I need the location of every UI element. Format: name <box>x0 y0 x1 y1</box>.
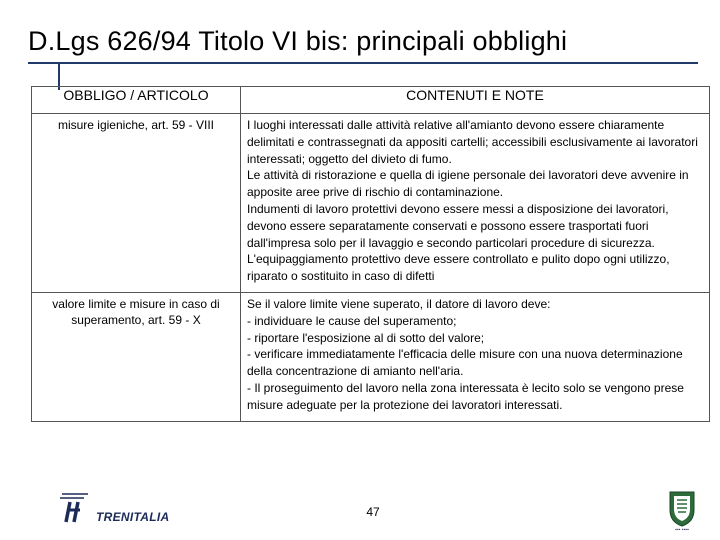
crest-caption: ▪▪▪ ▪▪▪▪ <box>675 527 689 533</box>
row-1-paragraph: Indumenti di lavoro protettivi devono essere messi a disposizione dei lavoratori, devono essere separatamente conservati e possono essere trasportati fuori dall'impresa solo per il lavaggio e secondo particolari procedure di sicurezza. <box>247 201 669 250</box>
row-1-paragraph: I luoghi interessati dalle attività relative all'amianto devono essere chiaramente delimitati e contrassegnati da appositi cartelli; accessibili esclusivamente ai lavoratori interessati; oggetto del divieto di fumo. <box>247 118 698 166</box>
table-header-row <box>32 87 710 114</box>
obligations-table <box>31 86 710 422</box>
row-2-paragraph: - riportare l'esposizione al di sotto del valore; <box>247 330 485 345</box>
row-1-paragraph: Le attività di ristorazione e quella di igiene personale dei lavoratori deve avvenire in apposite aree prive di rischio di contaminazione. <box>247 168 689 200</box>
row-2-paragraph: - Il proseguimento del lavoro nella zona interessata è lecito solo se vengono prese misure adeguate per la protezione dei lavoratori interessati. <box>247 380 684 412</box>
row-1-paragraph: L'equipaggiamento protettivo deve essere controllato e pulito dopo ogni utilizzo, riparato o sostituito in caso di difetti <box>247 252 670 284</box>
table-row <box>32 114 710 293</box>
trenitalia-fs-logo-icon <box>58 488 98 524</box>
title-underline <box>28 62 698 64</box>
crest-logo <box>664 488 700 538</box>
row-2-article: valore limite e misure in caso di superamento, art. 59 - X <box>32 292 241 421</box>
trenitalia-logo <box>58 488 188 528</box>
table-row <box>32 292 710 421</box>
row-2-paragraph: - verificare immediatamente l'efficacia delle misure con una nuova determinazione della concentrazione di amianto nell'aria. <box>247 347 683 379</box>
header-obbligo: OBBLIGO / ARTICOLO <box>32 87 241 114</box>
row-2-paragraph: - individuare le cause del superamento; <box>247 313 457 328</box>
row-2-contents <box>241 292 710 421</box>
trenitalia-wordmark: TRENITALIA <box>96 510 170 524</box>
header-contenuti: CONTENUTI E NOTE <box>241 87 710 114</box>
page-number: 47 <box>366 505 380 519</box>
page-title: D.Lgs 626/94 Titolo VI bis: principali obblighi <box>28 26 568 56</box>
row-1-article: misure igieniche, art. 59 - VIII <box>32 114 241 293</box>
row-1-contents <box>241 114 710 293</box>
row-2-paragraph: Se il valore limite viene superato, il datore di lavoro deve: <box>247 296 551 311</box>
crest-logo-icon <box>664 488 700 528</box>
